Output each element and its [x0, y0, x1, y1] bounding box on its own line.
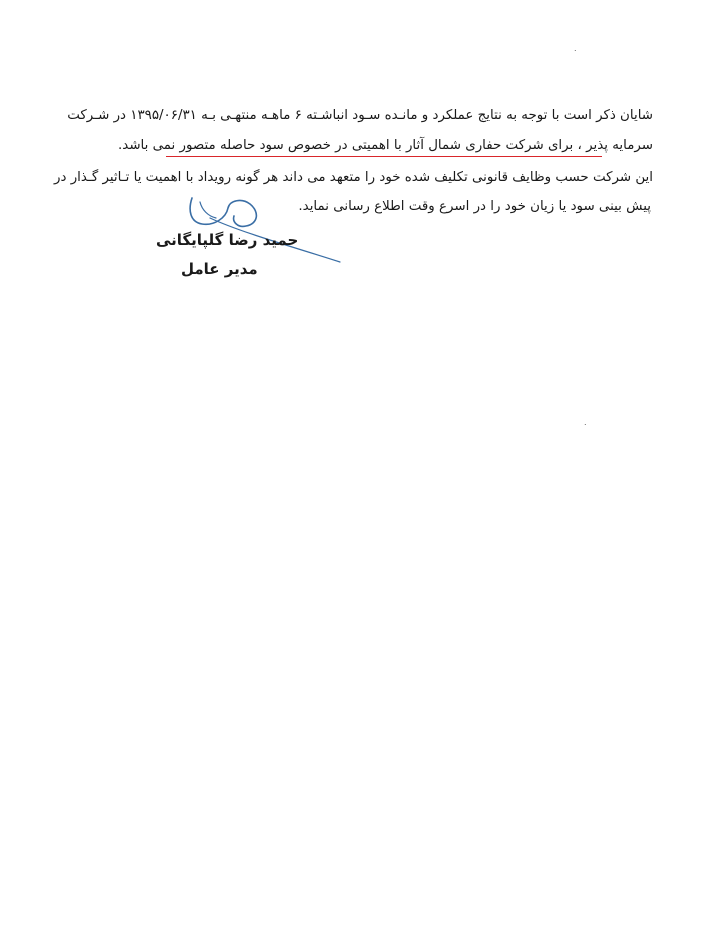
handwritten-signature: [180, 188, 350, 268]
paragraph-line-2-start: سرمایه پذیر ،: [573, 138, 653, 153]
paragraph-line-2: [118, 138, 653, 153]
signatory-title: مدیر عامل: [181, 260, 258, 278]
red-underline: [166, 156, 602, 157]
paragraph-line-1: شایان ذکر است با توجه به نتایج عملکرد و مانـده سـود انباشـته ۶ ماهـه منتهـی بـه ۱۳۹۵/۰۶/۳۱ در شـرکت: [67, 108, 653, 123]
scan-speck: .: [584, 418, 587, 427]
underlined-statement: برای شرکت حفاری شمال آثار با اهمیتی در خصوص سود حاصله متصور نمی باشد.: [118, 138, 574, 153]
paragraph-line-3: این شرکت حسب وظایف قانونی تکلیف شده خود را متعهد می داند هر گونه رویداد با اهمیت یا تـاثیر گـذار در: [54, 170, 653, 185]
scan-speck: .: [574, 44, 577, 53]
paragraph-line-4: پیش بینی سود یا زیان خود را در اسرع وقت اطلاع رسانی نماید.: [298, 199, 651, 214]
signatory-name: حمید رضا گلپایگانی: [156, 231, 299, 249]
